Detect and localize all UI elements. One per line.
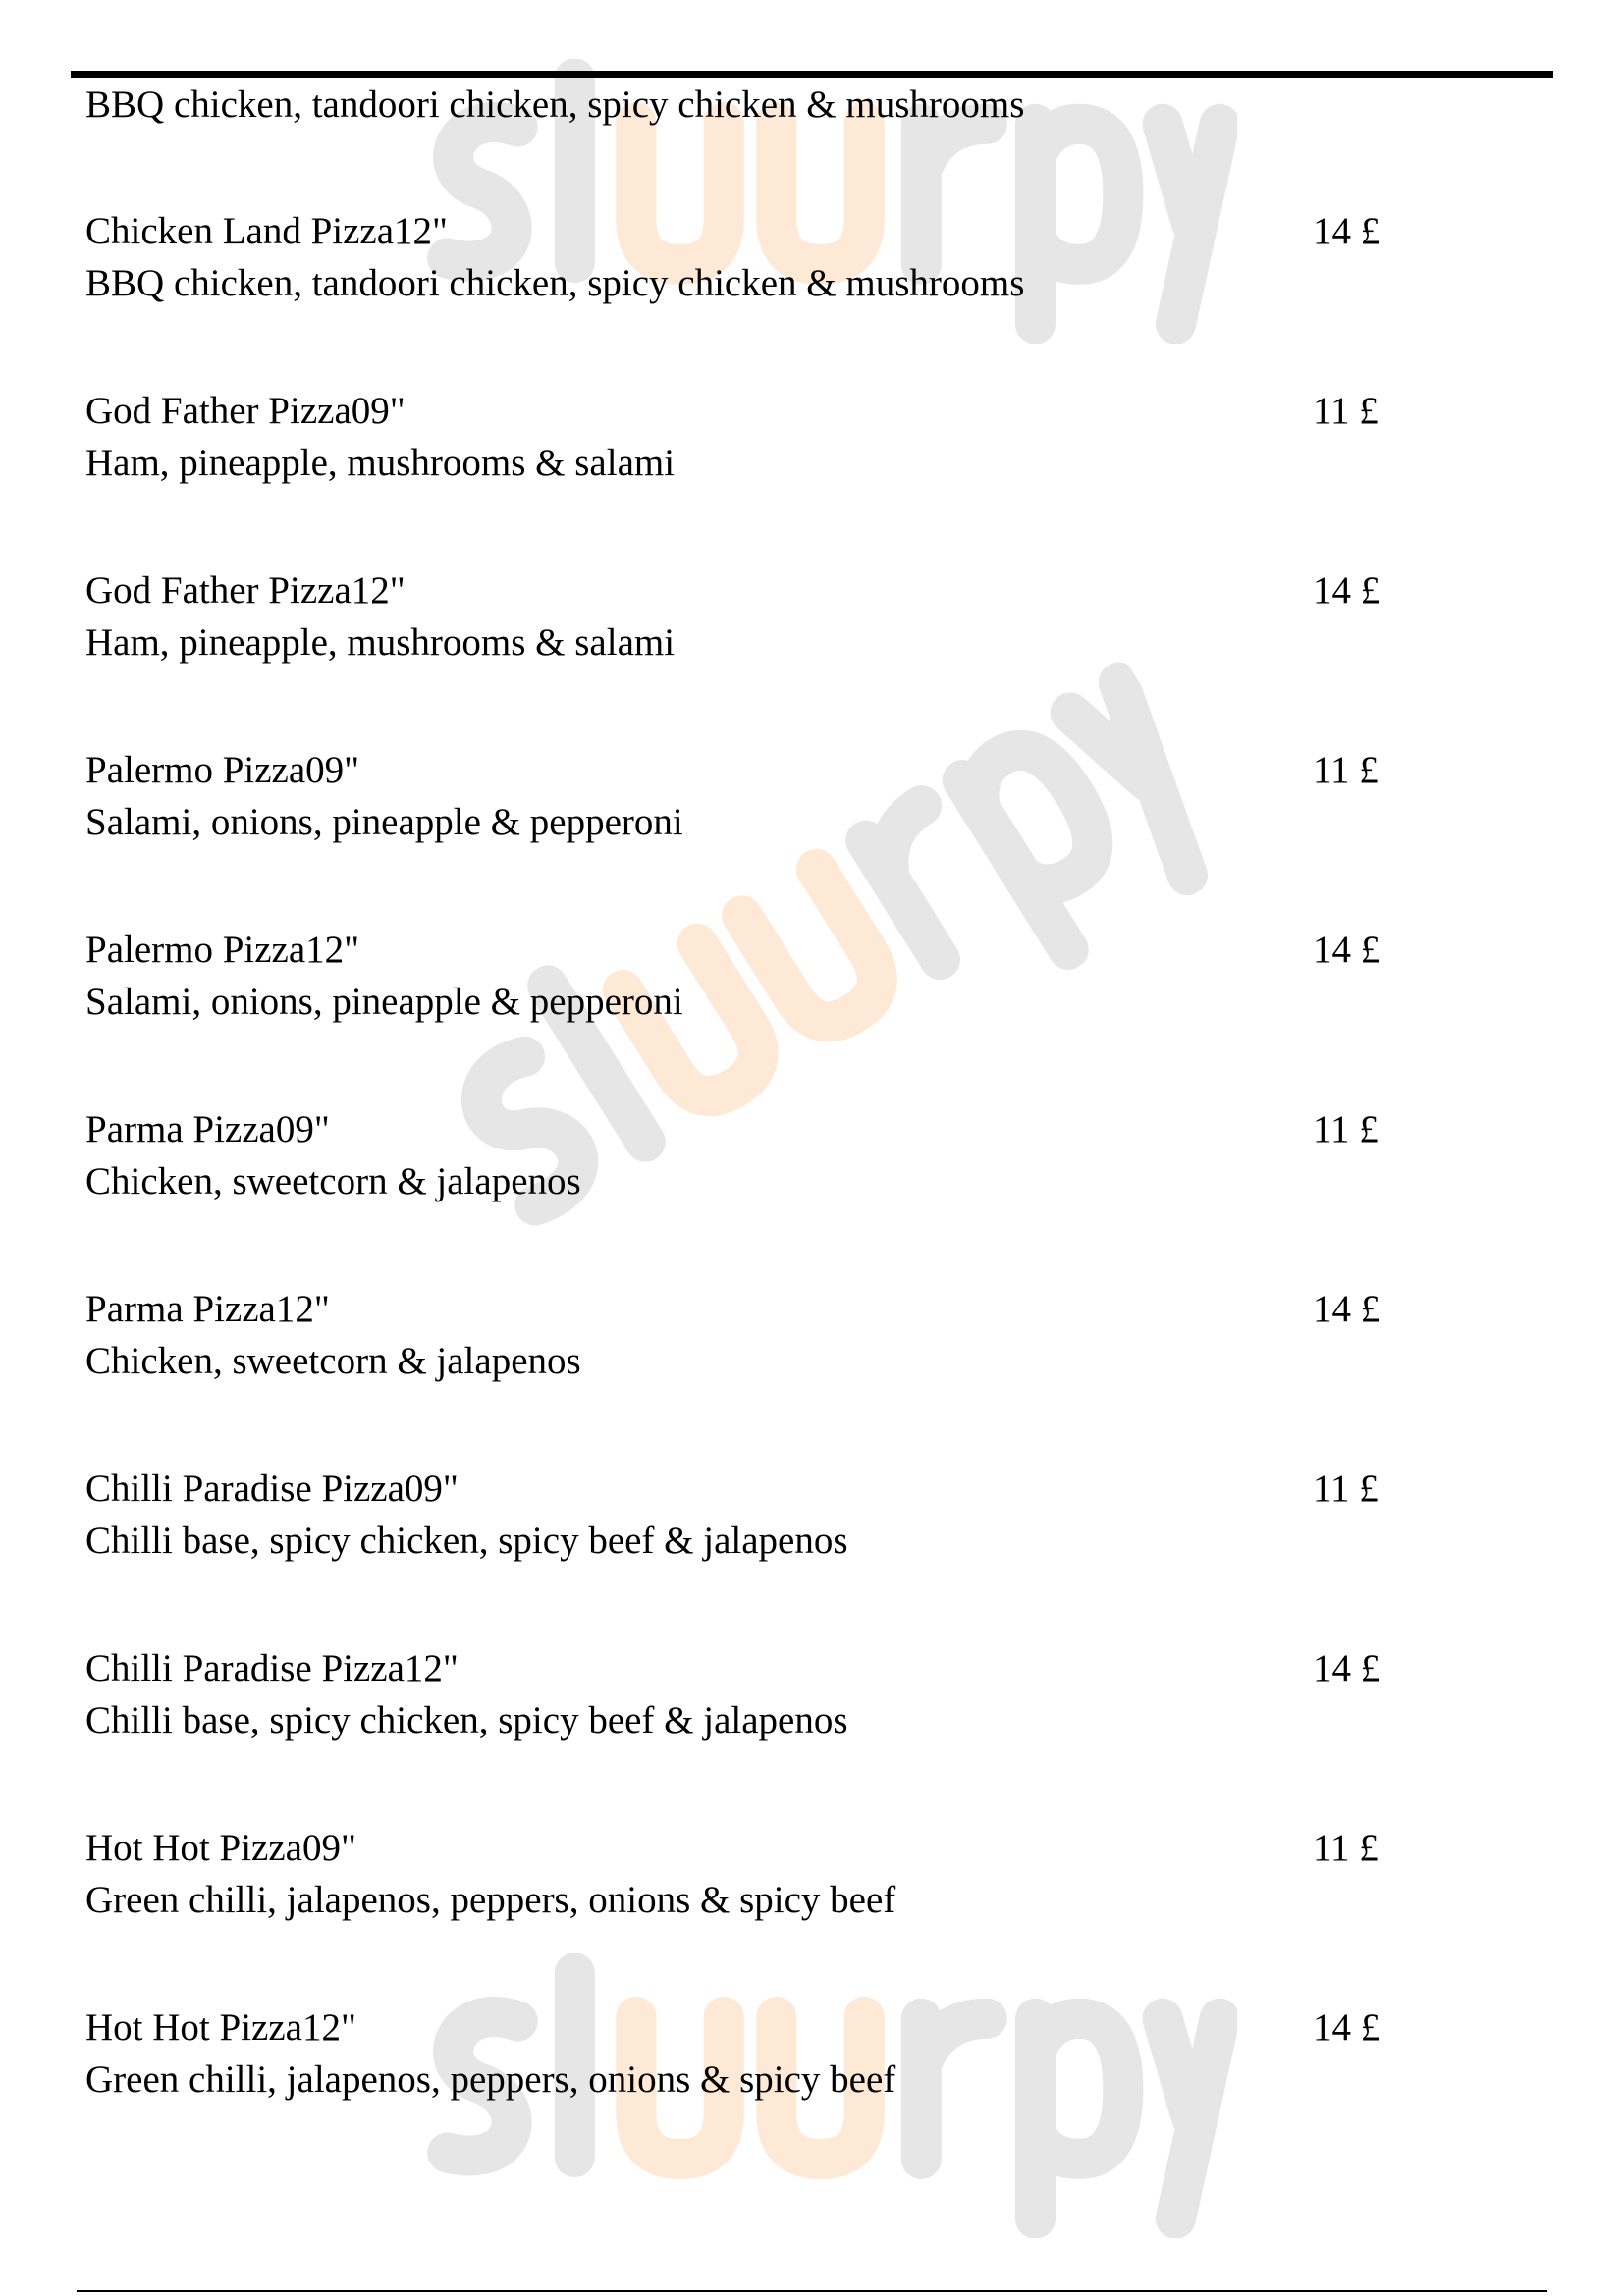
menu-item xyxy=(85,385,1558,564)
item-name: God Father Pizza09" xyxy=(85,390,406,432)
top-rule xyxy=(71,71,1553,78)
item-price: 14 £ xyxy=(1313,210,1380,252)
item-name: Chilli Paradise Pizza09" xyxy=(85,1468,459,1510)
item-name: Hot Hot Pizza12" xyxy=(85,2006,356,2049)
item-name: Chicken Land Pizza12" xyxy=(85,210,448,252)
item-price: 14 £ xyxy=(1313,1647,1380,1689)
menu-item xyxy=(85,205,1558,385)
menu-item xyxy=(85,1103,1558,1283)
menu-item xyxy=(85,1642,1558,1822)
item-description: Chilli base, spicy chicken, spicy beef & jalapenos xyxy=(85,1520,848,1562)
item-price: 14 £ xyxy=(1313,1288,1380,1330)
item-description: Chicken, sweetcorn & jalapenos xyxy=(85,1160,581,1202)
menu-list xyxy=(85,79,1558,2181)
item-price: 14 £ xyxy=(1313,2006,1380,2049)
menu-item xyxy=(85,744,1558,924)
item-name: Parma Pizza12" xyxy=(85,1288,330,1330)
item-price: 11 £ xyxy=(1313,1108,1379,1150)
item-name: Palermo Pizza09" xyxy=(85,749,360,791)
item-price: 11 £ xyxy=(1313,749,1379,791)
item-description: Salami, onions, pineapple & pepperoni xyxy=(85,801,683,843)
menu-item xyxy=(85,1283,1558,1463)
item-price: 11 £ xyxy=(1313,1827,1379,1869)
item-price: 14 £ xyxy=(1313,929,1380,971)
item-price: 11 £ xyxy=(1313,1468,1379,1510)
item-description: Green chilli, jalapenos, peppers, onions & spicy beef xyxy=(85,2058,896,2101)
menu-item xyxy=(85,2002,1558,2181)
item-price: 11 £ xyxy=(1313,390,1379,432)
item-description: Chicken, sweetcorn & jalapenos xyxy=(85,1340,581,1382)
item-description: Salami, onions, pineapple & pepperoni xyxy=(85,981,683,1023)
menu-item xyxy=(85,1463,1558,1642)
item-description: Ham, pineapple, mushrooms & salami xyxy=(85,621,676,664)
item-description: BBQ chicken, tandoori chicken, spicy chicken & mushrooms xyxy=(85,262,1025,304)
item-price: 14 £ xyxy=(1313,569,1380,612)
item-description: Green chilli, jalapenos, peppers, onions & spicy beef xyxy=(85,1879,896,1921)
menu-item xyxy=(85,1822,1558,2002)
menu-item xyxy=(85,924,1558,1103)
bottom-rule xyxy=(77,2290,1547,2292)
item-description: Ham, pineapple, mushrooms & salami xyxy=(85,442,676,484)
item-description: Chilli base, spicy chicken, spicy beef & jalapenos xyxy=(85,1699,848,1741)
item-name: Hot Hot Pizza09" xyxy=(85,1827,356,1869)
item-name: Palermo Pizza12" xyxy=(85,929,360,971)
item-name: Parma Pizza09" xyxy=(85,1108,330,1150)
item-name: God Father Pizza12" xyxy=(85,569,406,612)
continued-description: BBQ chicken, tandoori chicken, spicy chicken & mushrooms xyxy=(85,83,1025,126)
menu-item xyxy=(85,564,1558,744)
item-name: Chilli Paradise Pizza12" xyxy=(85,1647,459,1689)
